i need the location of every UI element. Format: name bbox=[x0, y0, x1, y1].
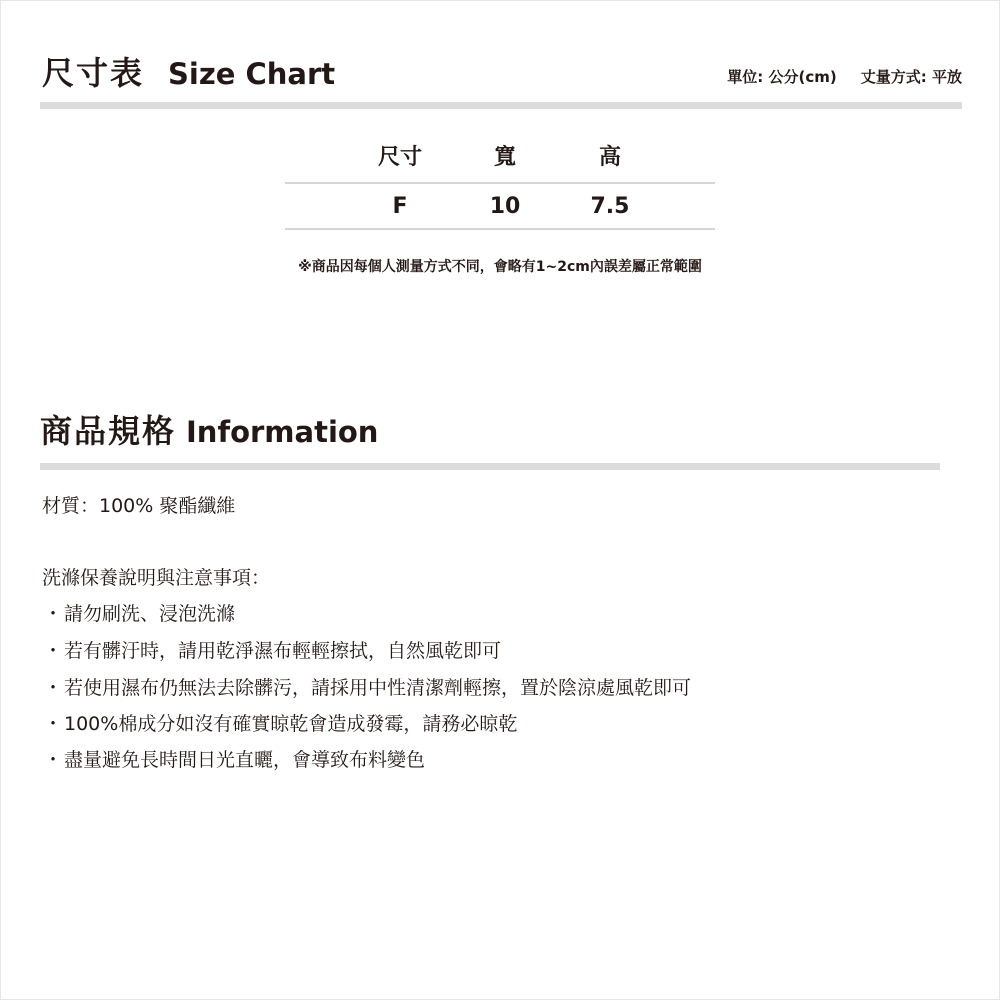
care-item-text: 請勿刷洗、浸泡洗滌 bbox=[64, 603, 236, 625]
material-line: 材質：100% 聚酯纖維 bbox=[42, 495, 236, 517]
measurement-info bbox=[727, 66, 962, 87]
bullet-icon: ・ bbox=[43, 713, 63, 735]
care-item-text: 若有髒汙時，請用乾淨濕布輕輕擦拭，自然風乾即可 bbox=[64, 640, 502, 662]
header-width: 寬 bbox=[493, 145, 516, 170]
bullet-icon: ・ bbox=[43, 603, 63, 625]
size-chart-title-en: Size Chart bbox=[168, 57, 336, 91]
list-item bbox=[42, 673, 691, 700]
care-item-text: 盡量避免長時間日光直曬，會導致布料變色 bbox=[64, 749, 426, 771]
header-height: 高 bbox=[598, 145, 621, 170]
bullet-icon: ・ bbox=[43, 640, 63, 662]
size-table bbox=[285, 140, 715, 230]
bullet-icon: ・ bbox=[43, 749, 63, 771]
care-heading: 洗滌保養說明與注意事項： bbox=[42, 567, 271, 589]
measurement-note: ※商品因每個人測量方式不同，會略有1~2cm內誤差屬正常範圍 bbox=[298, 259, 702, 275]
unit-label: 單位: 公分(cm) bbox=[727, 68, 837, 86]
header-size: 尺寸 bbox=[377, 145, 422, 170]
information-title-en: Information bbox=[186, 415, 379, 449]
list-item bbox=[42, 709, 517, 736]
row-size: F bbox=[392, 193, 408, 219]
size-chart-title-cn: 尺寸表 bbox=[42, 54, 145, 92]
size-chart-divider bbox=[40, 102, 962, 109]
list-item bbox=[42, 636, 501, 663]
table-line-bottom bbox=[285, 228, 715, 230]
information-title bbox=[40, 406, 378, 452]
row-width: 10 bbox=[489, 193, 521, 219]
information-title-cn: 商品規格 bbox=[40, 412, 177, 450]
row-height: 7.5 bbox=[590, 193, 630, 219]
list-item bbox=[42, 599, 235, 626]
method-label: 丈量方式: 平放 bbox=[860, 68, 962, 86]
bullet-icon: ・ bbox=[43, 677, 63, 699]
care-item-text: 100%棉成分如沒有確實晾乾會造成發霉，請務必晾乾 bbox=[64, 713, 518, 735]
table-row bbox=[285, 184, 715, 228]
size-chart-title bbox=[42, 48, 335, 94]
information-divider bbox=[40, 463, 940, 470]
list-item bbox=[42, 745, 425, 772]
care-item-text: 若使用濕布仍無法去除髒污，請採用中性清潔劑輕擦，置於陰涼處風乾即可 bbox=[64, 677, 692, 699]
size-table-header bbox=[285, 140, 715, 182]
